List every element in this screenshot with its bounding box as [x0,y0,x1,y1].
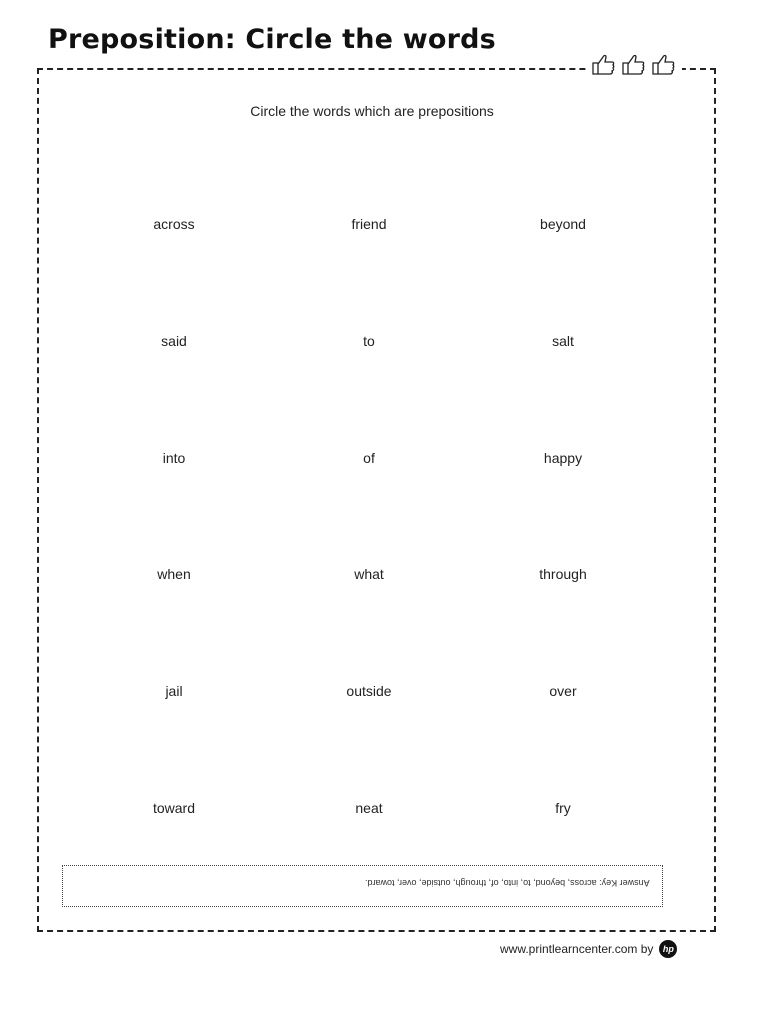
word-cell[interactable]: friend [351,216,387,232]
word-cell[interactable]: when [157,566,191,582]
thumbs-up-decoration [586,50,682,78]
thumbs-up-icon [620,52,648,76]
word-cell[interactable]: fry [555,800,571,816]
word-cell[interactable]: into [162,450,186,466]
word-cell[interactable]: across [153,216,195,232]
word-cell[interactable]: what [354,566,384,582]
word-cell[interactable]: salt [552,333,574,349]
word-cell[interactable]: through [539,566,587,582]
word-cell[interactable]: outside [346,683,392,699]
word-cell[interactable]: to [363,333,375,349]
answer-key-box [62,865,663,907]
word-cell[interactable]: beyond [540,216,586,232]
hp-logo-icon: hp [659,940,677,958]
word-cell[interactable]: happy [543,450,583,466]
word-cell[interactable]: said [161,333,187,349]
word-cell[interactable]: over [549,683,577,699]
footer [500,940,677,958]
word-cell[interactable]: jail [165,683,183,699]
thumbs-up-icon [590,52,618,76]
word-cell[interactable]: neat [355,800,383,816]
word-cell[interactable]: of [363,450,375,466]
instruction-text: Circle the words which are prepositions [250,103,494,119]
answer-key-text: Answer Key: across, beyond, to, into, of, through, outside, over, toward. [365,878,650,888]
footer-site-link[interactable]: www.printlearncenter.com by [500,942,654,956]
page-title: Preposition: Circle the words [48,24,496,55]
thumbs-up-icon [650,52,678,76]
word-cell[interactable]: toward [152,800,196,816]
